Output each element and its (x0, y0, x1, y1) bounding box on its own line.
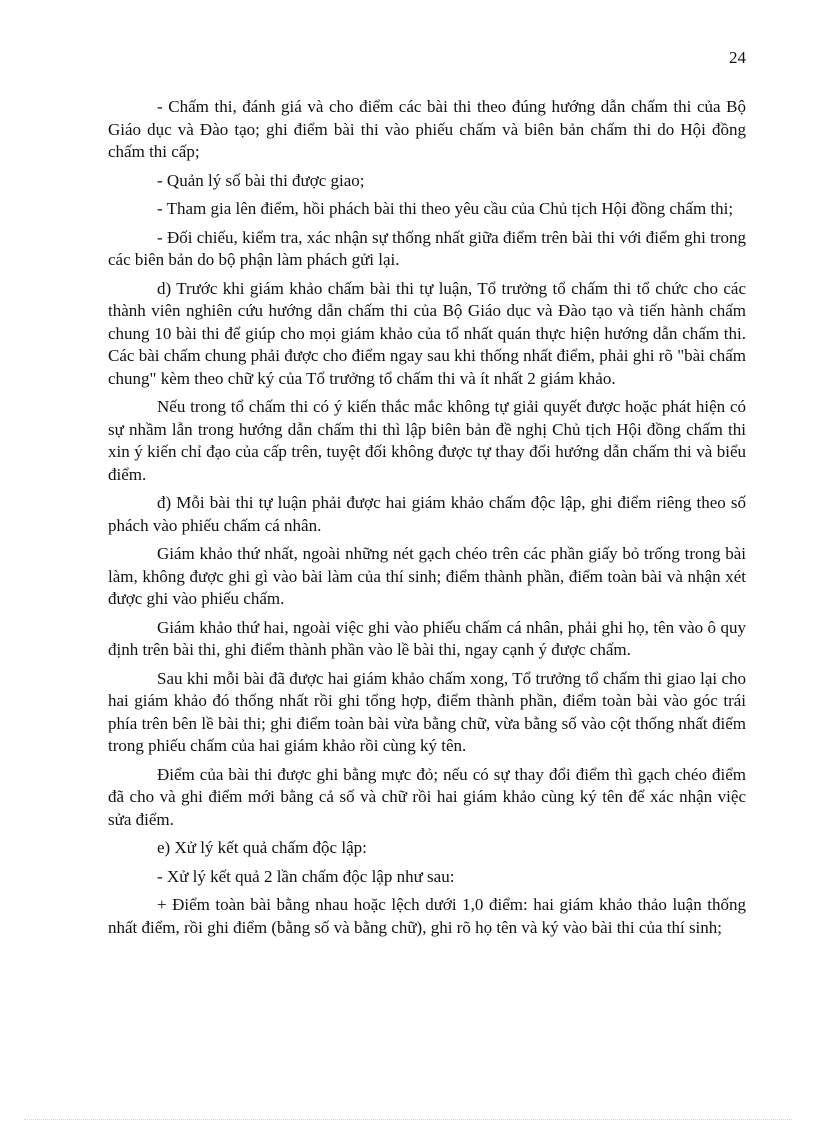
paragraph-disagreement: Nếu trong tổ chấm thi có ý kiến thắc mắc không tự giải quyết được hoặc phát hiện có sự nhầm lẫn trong hướng dẫn chấm thi thì lập biên bản đề nghị Chủ tịch Hội đồng chấm thi xin ý kiến chỉ đạo của cấp trên, tuyệt đối không được tự thay đổi hướng dẫn chấm thi và biểu điểm. (108, 397, 746, 484)
paragraph-second-examiner: Giám khảo thứ hai, ngoài việc ghi vào phiếu chấm cá nhân, phải ghi họ, tên vào ô quy định trên bài thi, ghi điểm thành phần vào lề bài thi, ngay cạnh ý được chấm. (108, 617, 746, 659)
paragraph-item-e: e) Xử lý kết quả chấm độc lập: (157, 838, 367, 857)
paragraph-item-d: d) Trước khi giám khảo chấm bài thi tự luận, Tổ trưởng tổ chấm thi tổ chức cho các thành viên nghiên cứu hướng dẫn chấm thi của Bộ Giáo dục và Đào tạo và tiến hành chấm chung 10 bài thi để giúp cho mọi giám khảo của tổ nhất quán thực hiện hướng dẫn chấm thi. Các bài chấm chung phải được cho điểm ngay sau khi thống nhất điểm, phải ghi rõ "bài chấm chung" kèm theo chữ ký của Tổ trưởng tổ chấm thi và ít nhất 2 giám khảo. (108, 278, 746, 388)
paragraph-manage-papers: - Quản lý số bài thi được giao; (157, 170, 365, 190)
paragraph-two-rounds: - Xử lý kết quả 2 lần chấm độc lập như sau: (157, 866, 455, 886)
page-body (108, 96, 746, 945)
paragraph-first-examiner: Giám khảo thứ nhất, ngoài những nét gạch chéo trên các phần giấy bỏ trống trong bài làm, không được ghi gì vào bài làm của thí sinh; điểm thành phần, điểm toàn bài và nhận xét được ghi vào phiếu chấm. (108, 544, 746, 608)
paragraph-red-ink: Điểm của bài thi được ghi bằng mực đỏ; nếu có sự thay đổi điểm thì gạch chéo điểm đã cho và ghi điểm mới bằng cả số và chữ rồi hai giám khảo cùng ký tên để xác nhận việc sửa điểm. (108, 764, 746, 829)
paragraph-score-entry: - Tham gia lên điểm, hồi phách bài thi theo yêu cầu của Chủ tịch Hội đồng chấm thi; (157, 199, 734, 218)
paragraph-difference-rule: + Điểm toàn bài bằng nhau hoặc lệch dưới 1,0 điểm: hai giám khảo thảo luận thống nhất điểm, rồi ghi điểm (bằng số và bằng chữ), ghi rõ họ tên và ký vào bài thi của thí sinh; (108, 895, 746, 937)
paragraph-verification: - Đối chiếu, kiểm tra, xác nhận sự thống nhất giữa điểm trên bài thi với điểm ghi trong các biên bản do bộ phận làm phách gửi lại. (108, 227, 746, 269)
paragraph-grading-duty: - Chấm thi, đánh giá và cho điểm các bài thi theo đúng hướng dẫn chấm thi của Bộ Giáo dục và Đào tạo; ghi điểm bài thi vào phiếu chấm và biên bản chấm thi do Hội đồng chấm thi cấp; (108, 97, 746, 161)
paragraph-consolidation: Sau khi mỗi bài đã được hai giám khảo chấm xong, Tổ trưởng tổ chấm thi giao lại cho hai giám khảo đó thống nhất rồi ghi tổng hợp, điểm thành phần, điểm toàn bài vào góc trái phía trên bên lề bài thi; ghi điểm toàn bài vừa bằng chữ, vừa bằng số vào cột thống nhất điểm trong phiếu chấm của hai giám khảo rồi cùng ký tên. (108, 668, 746, 755)
page-number: 24 (729, 48, 746, 67)
paragraph-item-dd: đ) Mỗi bài thi tự luận phải được hai giám khảo chấm độc lập, ghi điểm riêng theo số phách vào phiếu chấm cá nhân. (108, 493, 746, 535)
page-bottom-divider (24, 1119, 792, 1120)
